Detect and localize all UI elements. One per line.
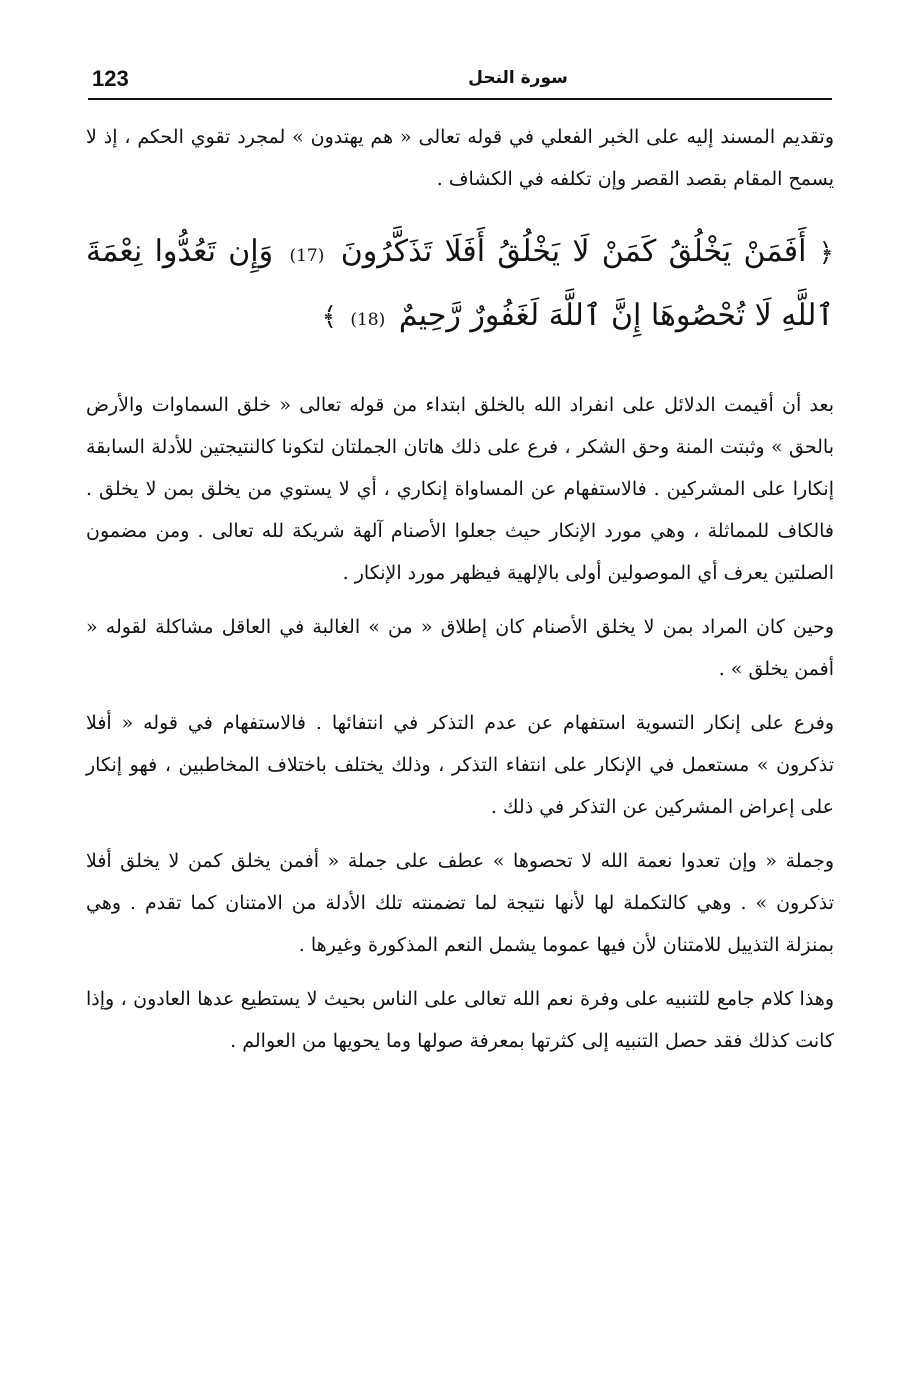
- header-divider: [88, 98, 832, 100]
- paragraph-2: بعد أن أقيمت الدلائل على انفراد الله بالخلق ابتداء من قوله تعالى « خلق السماوات والأرض بالحق » وثبتت المنة وحق الشكر ، فرع على ذلك هاتان الجملتان لتكونا كالنتيجتين للأدلة السابقة إنكارا على المشركين . فالاستفهام عن المساواة إنكاري ، أي لا يستوي من يخلق بمن لا يخلق . فالكاف للمماثلة ، وهي مورد الإنكار حيث جعلوا الأصنام آلهة شريكة لله تعالى . ومن مضمون الصلتين يعرف أي الموصولين أولى بالإلهية فيظهر مورد الإنكار .: [86, 394, 834, 584]
- page-body: [86, 116, 834, 1074]
- page-header: [88, 62, 832, 98]
- ayah-number-18: (18): [350, 310, 386, 330]
- verse-text-17: أَفَمَنْ يَخْلُقُ كَمَنْ لَا يَخْلُقُ أَفَلَا تَذَكَّرُونَ: [340, 234, 807, 269]
- surah-running-title: سورة النحل: [468, 68, 568, 88]
- page-number: 123: [92, 66, 129, 91]
- paragraph-1: وتقديم المسند إليه على الخبر الفعلي في قوله تعالى « هم يهتدون » لمجرد تقوي الحكم ، إذ لا يسمح المقام بقصد القصر وإن تكلفه في الكشاف .: [86, 126, 834, 190]
- verse-text-18: وَإِن تَعُدُّوا نِعْمَةَ ٱللَّهِ لَا تُحْصُوهَا إِنَّ ٱللَّهَ لَغَفُورٌ رَّحِيمٌ: [86, 234, 834, 333]
- verse-close-bracket: ﴾: [321, 302, 337, 332]
- quran-verse: [86, 222, 834, 350]
- paragraph-3: وحين كان المراد بمن لا يخلق الأصنام كان إطلاق « من » الغالبة في العاقل مشاكلة لقوله « أفمن يخلق » .: [86, 616, 835, 680]
- ayah-number-17: (17): [289, 246, 325, 266]
- paragraph-5: وجملة « وإن تعدوا نعمة الله لا تحصوها » عطف على جملة « أفمن يخلق كمن لا يخلق أفلا تذكرون » . وهي كالتكملة لها لأنها نتيجة لما تضمنته تلك الأدلة من الامتنان كما تقدم . وهي بمنزلة التذييل للامتنان لأن فيها عموما يشمل النعم المذكورة وغيرها .: [86, 850, 834, 956]
- paragraph-6: وهذا كلام جامع للتنبيه على وفرة نعم الله تعالى على الناس بحيث لا يستطيع عدها العادون ، وإذا كانت كذلك فقد حصل التنبيه إلى كثرتها بمعرفة صولها وما يحويها من العوالم .: [86, 988, 834, 1052]
- paragraph-4: وفرع على إنكار التسوية استفهام عن عدم التذكر في انتفائها . فالاستفهام في قوله « أفلا تذكرون » مستعمل في الإنكار على انتفاء التذكر ، وذلك يختلف باختلاف المخاطبين ، فهو إنكار على إعراض المشركين عن التذكر في ذلك .: [86, 712, 834, 818]
- verse-open-bracket: ﴿: [818, 238, 834, 268]
